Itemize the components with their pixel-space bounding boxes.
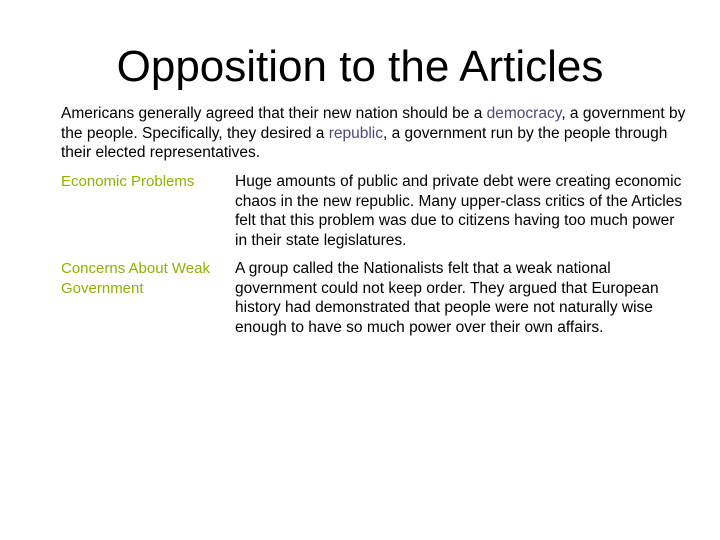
topic-label: Economic Problems <box>61 173 195 190</box>
topic-row-government <box>61 259 701 337</box>
intro-paragraph <box>61 104 701 163</box>
topic-label: Concerns About Weak Government <box>61 260 210 297</box>
intro-text-1: Americans generally agreed that their new nation should be a <box>61 105 487 122</box>
term-republic: republic <box>328 124 383 142</box>
term-democracy: democracy <box>486 105 562 122</box>
topic-table <box>61 172 701 346</box>
topic-description: Huge amounts of public and private debt were creating economic chaos in the new republic. Many upper-class critics of the Articles felt that this problem was due to citizens having too much power in their state legislatures. <box>235 173 683 249</box>
intro-text-2: , a government by the people. Specifically, they desired a <box>61 105 686 142</box>
intro-text-3: , a government run by the people through their elected representatives. <box>61 124 668 161</box>
topic-description: A group called the Nationalists felt that a weak national government could not keep order. They argued that European history had demonstrated that people were not naturally wise enough to have so much power over their own affairs. <box>235 260 659 336</box>
topic-row-economic <box>61 172 701 250</box>
slide-title: Opposition to the Articles <box>116 42 604 91</box>
